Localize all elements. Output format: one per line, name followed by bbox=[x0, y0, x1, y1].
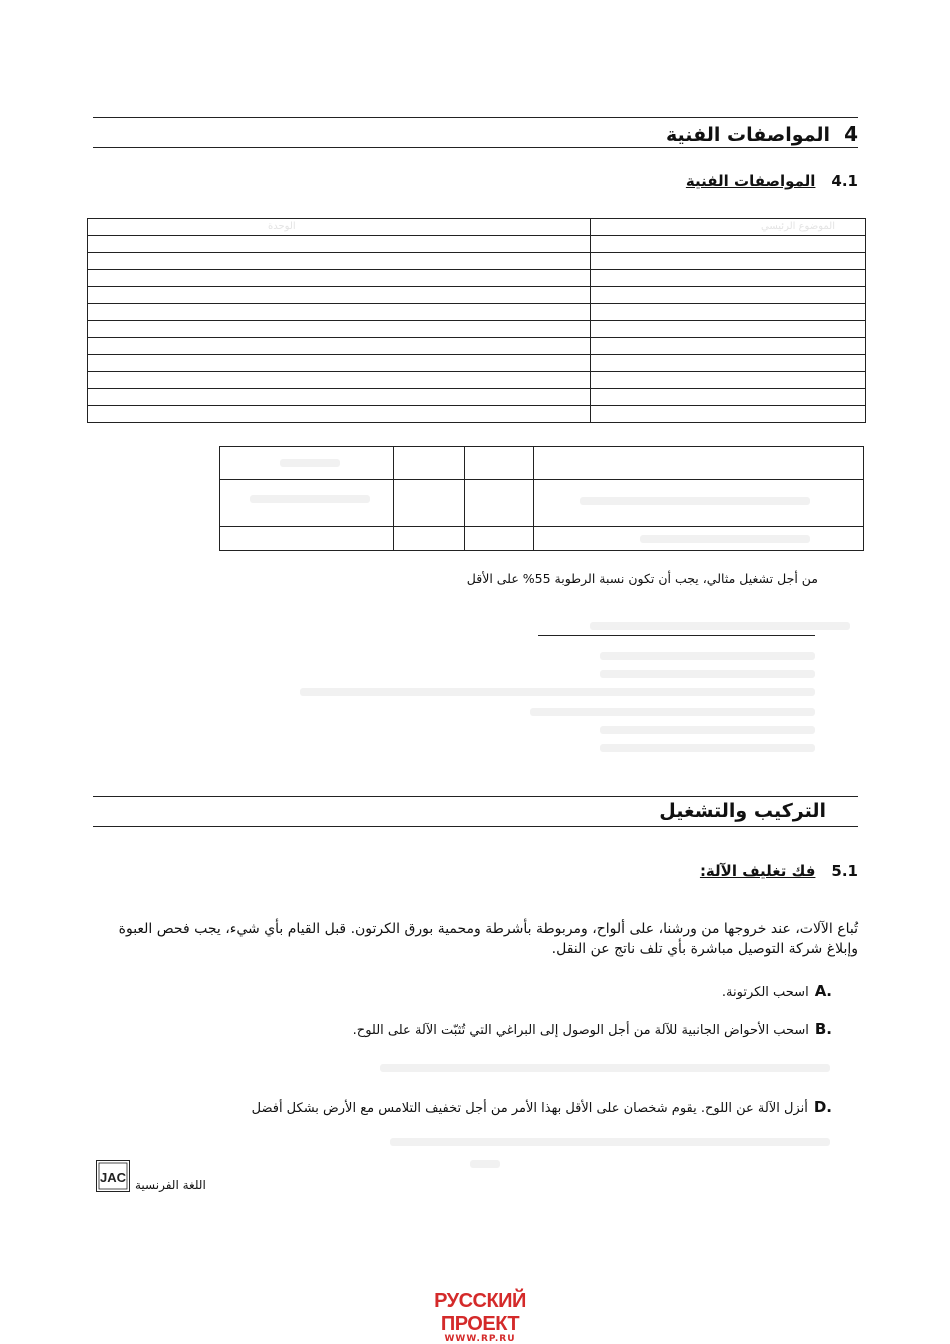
sub41-number: 4.1 bbox=[831, 172, 858, 190]
step-text: اسحب الأحواض الجانبية للآلة من أجل الوصول إلى البراغي التي تُثبّت الآلة على اللوح. bbox=[352, 1023, 809, 1038]
faded-text bbox=[580, 497, 810, 505]
humidity-note: من أجل تشغيل مثالي، يجب أن تكون نسبة الرطوبة 55% على الأقل bbox=[466, 571, 818, 586]
env-table-rule bbox=[220, 526, 863, 527]
faded-text bbox=[250, 495, 370, 503]
step-label: .B bbox=[814, 1020, 832, 1038]
table-row bbox=[88, 236, 865, 253]
intro-paragraph: تُباع الآلات، عند خروجها من ورشنا، على ألواح، ومربوطة بأشرطة ومحمية بورق الكرتون. قبل القيام بأي شيء، يجب فحص العبوة وإبلاغ شركة التوصيل مباشرة بأي تلف ناتج عن النقل. bbox=[118, 921, 858, 957]
env-table-divider bbox=[393, 447, 394, 550]
step-text: اسحب الكرتونة. bbox=[721, 985, 809, 1000]
section4-bottom-rule bbox=[93, 147, 858, 148]
table-row bbox=[88, 287, 865, 304]
faded-text bbox=[300, 688, 815, 696]
footer-language: اللغة الفرنسية bbox=[135, 1178, 206, 1192]
sub51-number: 5.1 bbox=[831, 862, 858, 880]
sub41-heading bbox=[686, 172, 858, 190]
step-d bbox=[252, 1098, 832, 1116]
faded-text bbox=[380, 1064, 830, 1072]
section4-title: المواصفات الفنية bbox=[666, 124, 831, 146]
faded-text bbox=[600, 670, 815, 678]
step-label: .A bbox=[814, 982, 832, 1000]
table-row bbox=[88, 253, 865, 270]
faded-text bbox=[600, 726, 815, 734]
faded-text bbox=[530, 708, 815, 716]
faded-text bbox=[470, 1160, 500, 1168]
table-row bbox=[88, 389, 865, 406]
table-row bbox=[88, 338, 865, 355]
table-row bbox=[88, 406, 865, 422]
faded-text bbox=[640, 535, 810, 543]
section4-heading bbox=[666, 122, 858, 146]
step-text: أنزل الآلة عن اللوح. يقوم شخصان على الأقل بهذا الأمر من أجل تخفيف التلامس مع الأرض بشكل أفضل bbox=[251, 1101, 808, 1116]
table-row bbox=[88, 321, 865, 338]
logo-text: JAC bbox=[99, 1170, 127, 1185]
faded-text bbox=[600, 744, 815, 752]
sub41-title: المواصفات الفنية bbox=[685, 172, 816, 190]
spec-label: الموضوع الرئيسي bbox=[761, 221, 835, 232]
section5-title: التركيب والتشغيل bbox=[659, 800, 826, 822]
table-row bbox=[88, 372, 865, 389]
env-table-rule bbox=[220, 479, 863, 480]
section4-number: 4 bbox=[844, 122, 858, 146]
faded-text bbox=[600, 652, 815, 660]
table-row bbox=[88, 304, 865, 321]
table-row bbox=[88, 270, 865, 287]
brand-name: РУССКИЙ ПРОЕКТ bbox=[434, 1290, 526, 1335]
env-table-divider bbox=[533, 447, 534, 550]
spec-table bbox=[87, 218, 866, 423]
faded-block-rule bbox=[538, 635, 815, 636]
step-a bbox=[722, 982, 832, 1000]
table-row bbox=[88, 219, 865, 236]
environment-table bbox=[219, 446, 864, 551]
brand-url[interactable]: WWW.RP.RU bbox=[444, 1334, 516, 1344]
faded-text bbox=[390, 1138, 830, 1146]
step-label: .D bbox=[813, 1098, 832, 1116]
section5-bottom-rule bbox=[93, 826, 858, 827]
section5-heading bbox=[659, 800, 826, 822]
faded-text bbox=[590, 622, 850, 630]
sub51-heading bbox=[700, 862, 858, 880]
jac-logo bbox=[96, 1160, 130, 1196]
env-table-divider bbox=[464, 447, 465, 550]
sub51-title: فك تغليف الآلة: bbox=[699, 862, 816, 880]
spec-value: الوحدة bbox=[268, 221, 296, 232]
section4-top-rule bbox=[93, 117, 858, 118]
faded-text bbox=[280, 459, 340, 467]
footer-brand bbox=[400, 1290, 560, 1344]
table-row bbox=[88, 355, 865, 372]
step-b bbox=[353, 1020, 832, 1038]
section5-top-rule bbox=[93, 796, 858, 797]
